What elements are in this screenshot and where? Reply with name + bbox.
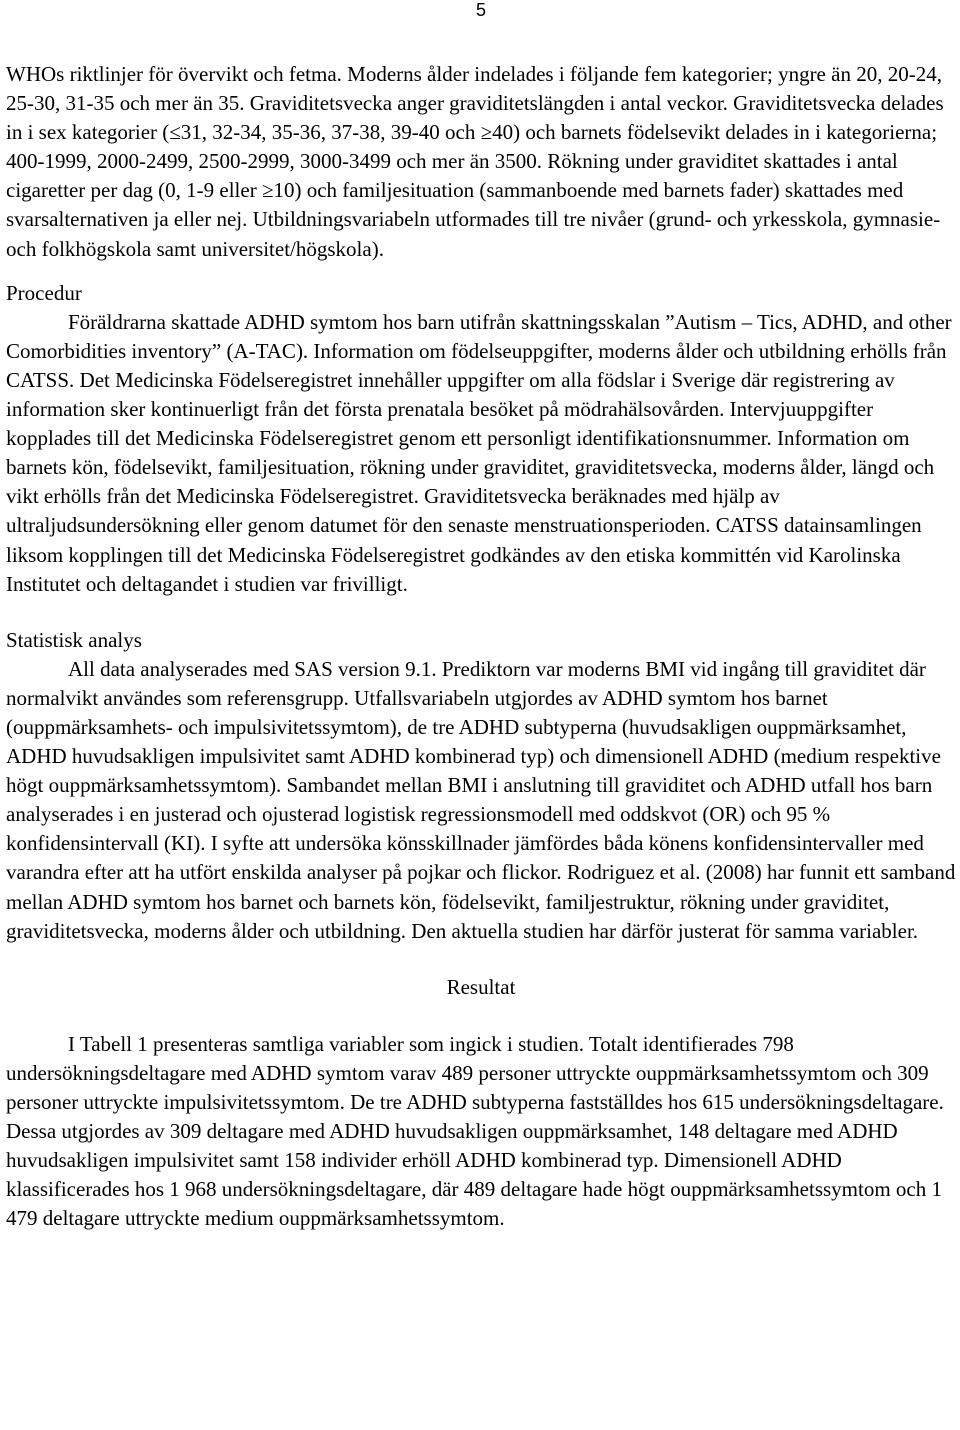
intro-paragraph: WHOs riktlinjer för övervikt och fetma. Moderns ålder indelades i följande fem kategorier; yngre än 20, 20-24, 25-30, 31-35 och mer än 35. Graviditetsvecka anger graviditetslängden i antal veckor. Graviditetsvecka delades in i sex kategorier (≤31, 32-34, 35-36, 37-38, 39-40 och ≥40) och barnets födelsevikt delades in i kategorierna; 400-1999, 2000-2499, 2500-2999, 3000-3499 och mer än 3500. Rökning under graviditet skattades i antal cigaretter per dag (0, 1-9 eller ≥10) och familjesituation (sammanboende med barnets fader) skattades med svarsalternativen ja eller nej. Utbildningsvariabeln utformades till tre nivåer (grund- och yrkesskola, gymnasie- och folkhögskola samt universitet/högskola).	[6, 62, 944, 261]
page-number: 5	[476, 0, 487, 20]
procedur-heading: Procedur	[6, 280, 82, 305]
document-body	[6, 60, 956, 1233]
procedur-paragraph: Föräldrarna skattade ADHD symtom hos barn utifrån skattningsskalan ”Autism – Tics, ADHD, and other Comorbidities inventory” (A-TAC). Information om födelseuppgifter, moderns ålder och utbildning erhölls från CATSS. Det Medicinska Födelseregistret innehåller uppgifter om alla födslar i Sverige där registrering av information sker kontinuerligt från det första prenatala besöket på mödrahälsovården. Intervjuuppgifter kopplades till det Medicinska Födelseregistret genom ett personligt identifikationsnummer. Information om barnets kön, födelsevikt, familjesituation, rökning under graviditet, graviditetsvecka, moderns ålder, längd och vikt erhölls från det Medicinska Födelseregistret. Graviditetsvecka beräknades med hjälp av ultraljudsundersökning eller genom datumet för den senaste menstruationsperioden. CATSS datainsamlingen liksom kopplingen till det Medicinska Födelseregistret godkändes av den etiska kommittén vid Karolinska Institutet och deltagandet i studien var frivilligt.	[6, 309, 952, 596]
statistisk-analys-heading: Statistisk analys	[6, 627, 142, 652]
resultat-heading: Resultat	[446, 974, 516, 999]
statistisk-analys-paragraph: All data analyserades med SAS version 9.1. Prediktorn var moderns BMI vid ingång till graviditet där normalvikt användes som referensgrupp. Utfallsvariabeln utgjordes av ADHD symtom hos barnet (ouppmärksamhets- och impulsivitetssymtom), de tre ADHD subtyperna (huvudsakligen ouppmärksamhet, ADHD huvudsakligen impulsivitet samt ADHD kombinerad typ) och dimensionell ADHD (medium respektive högt ouppmärksamhetssymtom). Sambandet mellan BMI i anslutning till graviditet och ADHD utfall hos barn analyserades i en justerad och ojusterad logistisk regressionsmodell med oddskvot (OR) och 95 % konfidensintervall (KI). I syfte att undersöka könsskillnader jämfördes båda könens konfidensintervaller med varandra efter att ha utfört enskilda analyser på pojkar och flickor. Rodriguez et al. (2008) har funnit ett samband mellan ADHD symtom hos barnet och barnets kön, födelsevikt, familjestruktur, rökning under graviditet, graviditetsvecka, moderns ålder och utbildning. Den aktuella studien har därför justerat för samma variabler.	[6, 656, 956, 943]
resultat-paragraph: I Tabell 1 presenteras samtliga variabler som ingick i studien. Totalt identifierades 798 undersökningsdeltagare med ADHD symtom varav 489 personer uttryckte ouppmärksamhetssymtom och 309 personer uttryckte impulsivitetssymtom. De tre ADHD subtyperna fastställdes hos 615 undersökningsdeltagare. Dessa utgjordes av 309 deltagare med ADHD huvudsakligen ouppmärksamhet, 148 deltagare med ADHD huvudsakligen impulsivitet samt 158 individer erhöll ADHD kombinerad typ. Dimensionell ADHD klassificerades hos 1 968 undersökningsdeltagare, där 489 deltagare hade högt ouppmärksamhetssymtom och 1 479 deltagare uttryckte medium ouppmärksamhetssymtom.	[6, 1031, 944, 1231]
